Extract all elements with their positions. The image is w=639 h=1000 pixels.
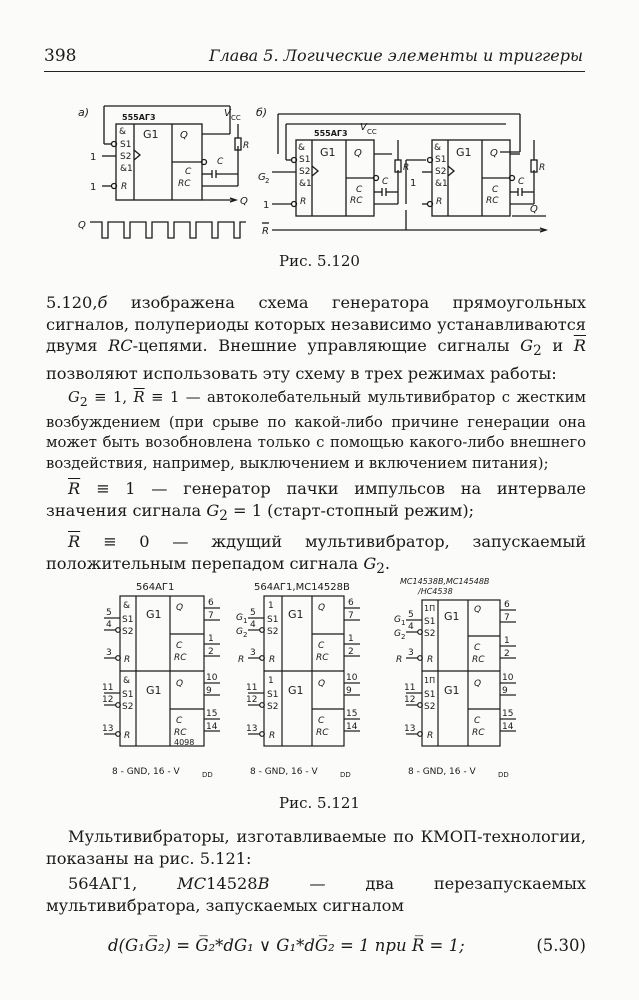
svg-text:15: 15 [206,709,218,719]
svg-text:8 - GND, 16 - V: 8 - GND, 16 - V [408,767,476,777]
svg-text:6: 6 [208,598,214,608]
chip-a: 555АГ3 [122,113,156,122]
svg-text:R: R [427,731,434,741]
svg-text:10: 10 [206,673,218,683]
svg-text:S1: S1 [424,690,436,700]
svg-text:14: 14 [346,722,358,732]
chip2-label: 564АГ1,МС14528В [254,582,350,593]
svg-text:1: 1 [348,634,354,644]
body-text-block [46,292,586,581]
svg-text:R: R [403,163,410,173]
svg-text:7: 7 [348,611,354,621]
svg-text:3: 3 [250,648,256,658]
svg-text:9: 9 [502,686,508,696]
svg-text:S1: S1 [267,615,279,625]
svg-text:5: 5 [408,610,414,620]
intro-paragraph: 5.120,б изображена схема генератора прямоугольных сигналов, полупериоды которых независимо устанавливаются двумя RC-цепями. Внешние управляющие сигналы $G_2$ и $\overline{R}$ позволяют использовать эту схему в трех режимах работы: [46,293,586,383]
svg-text:G1: G1 [143,128,159,141]
svg-text:V: V [360,122,367,133]
svg-text:&: & [119,127,127,137]
header-rule [44,71,585,72]
svg-text:RC: RC [472,655,485,665]
svg-text:R: R [269,655,276,665]
svg-text:1: 1 [243,617,248,625]
svg-text:1Π: 1Π [424,676,436,685]
formula-expression: d(G₁G̅₂) = G̅₂*dG₁ ∨ G₁*dG̅₂ = 1 при R̅ = 1; [108,936,465,955]
svg-text:C: C [176,716,183,726]
svg-text:S1: S1 [299,155,311,165]
svg-text:C: C [185,167,192,177]
svg-text:&: & [123,676,131,686]
svg-text:C: C [492,185,499,195]
svg-text:DD: DD [202,771,213,779]
svg-text:R: R [262,226,269,237]
svg-text:R: R [124,731,131,741]
svg-text:C: C [176,641,183,651]
svg-text:4: 4 [106,620,112,630]
chip1-label: 564АГ1 [136,582,175,593]
svg-text:G1: G1 [146,684,162,697]
svg-text:&1: &1 [435,179,448,189]
svg-text:R: R [436,197,443,207]
svg-text:R: R [396,655,403,665]
svg-text:Q: Q [176,679,184,689]
svg-text:4: 4 [250,620,256,630]
svg-text:14: 14 [206,722,218,732]
svg-text:S1: S1 [122,615,134,625]
chip2 [236,596,360,746]
svg-text:S2: S2 [424,629,436,639]
svg-text:S2: S2 [122,702,134,712]
svg-text:1: 1 [401,619,406,627]
svg-text:Q: Q [78,220,86,231]
svg-text:G: G [394,629,401,639]
cmos-block [46,826,586,916]
chip3 [394,600,516,746]
svg-text:R: R [121,182,128,192]
page-header [44,46,583,70]
svg-text:R: R [124,655,131,665]
svg-text:S1: S1 [424,617,436,627]
svg-text:RC: RC [472,728,485,738]
svg-text:Q: Q [318,603,326,613]
mode-1: $G_2 \equiv 1$, $\overline{R} \equiv 1$ — автоколебательный мультивибратор с жестким возбуждением (при срыве по какой-либо причине генерации она может быть возобновлена только с помощью какого-либо внешнего воздействия, например, выключением и включением питания); [46,389,586,472]
svg-text:2: 2 [243,631,248,639]
svg-text:G1: G1 [288,608,304,621]
svg-text:1: 1 [504,636,510,646]
svg-text:S2: S2 [435,167,447,177]
chip3-label-a: МС14538В,МС14548В [400,578,490,586]
svg-text:C: C [318,641,325,651]
chip-b: 555АГ3 [314,129,348,138]
svg-text:10: 10 [502,673,514,683]
svg-text:&: & [434,143,442,153]
svg-text:Q: Q [354,148,362,159]
svg-text:G1: G1 [288,684,304,697]
svg-text:1: 1 [410,178,417,189]
fig-121-caption: Рис. 5.121 [279,794,360,812]
svg-text:G1: G1 [456,146,472,159]
svg-text:RC: RC [178,179,191,189]
label-a: а) [78,106,90,119]
svg-text:1: 1 [263,200,270,211]
svg-text:15: 15 [502,709,514,719]
svg-text:R: R [243,141,250,151]
svg-text:R: R [300,197,307,207]
page-number: 398 [44,46,77,66]
svg-text:1: 1 [268,676,274,686]
svg-text:G1: G1 [320,146,336,159]
svg-text:11: 11 [102,683,114,693]
svg-text:S2: S2 [267,702,279,712]
svg-text:1: 1 [268,601,274,611]
svg-text:CC: CC [367,128,377,136]
svg-text:RC: RC [316,653,329,663]
svg-text:9: 9 [346,686,352,696]
svg-text:Q: Q [318,679,326,689]
svg-text:10: 10 [346,673,358,683]
mode-2: $\overline{R} \equiv 1$ — генератор пачки импульсов на интервале значения сигнала $G_2 = 1$ (старт-стопный режим); [46,479,586,524]
svg-text:V: V [224,108,231,119]
svg-text:6: 6 [504,600,510,610]
running-title: Глава 5. Логические элементы и триггеры [209,46,583,65]
svg-text:R: R [427,655,434,665]
svg-text:RC: RC [486,196,499,206]
svg-text:G: G [258,172,266,183]
svg-text:Q: Q [474,679,482,689]
svg-text:11: 11 [246,683,258,693]
svg-text:R: R [269,731,276,741]
svg-text:G1: G1 [444,610,460,623]
svg-text:&: & [123,601,131,611]
svg-text:CC: CC [231,114,241,122]
svg-text:6: 6 [348,598,354,608]
svg-text:1: 1 [90,152,97,163]
svg-text:S2: S2 [122,627,134,637]
svg-text:3: 3 [106,648,112,658]
formula-number: (5.30) [536,936,586,955]
cmos-paragraph: Мультивибраторы, изготавливаемые по КМОП-технологии, показаны на рис. 5.121: [46,827,586,868]
svg-text:15: 15 [346,709,358,719]
svg-text:12: 12 [102,695,114,705]
svg-text:S1: S1 [435,155,447,165]
svg-text:Q: Q [490,148,498,159]
svg-text:S1: S1 [122,690,134,700]
mode-3: $\overline{R} \equiv 0$ — ждущий мультивибратор, запускаемый положительным перепадом сигнала $G_2$. [46,532,586,578]
svg-text:G1: G1 [146,608,162,621]
svg-text:C: C [474,643,481,653]
svg-text:&1: &1 [120,164,133,174]
svg-text:C: C [518,177,525,187]
svg-text:R: R [539,163,546,173]
svg-text:RC: RC [350,196,363,206]
svg-text:7: 7 [208,611,214,621]
svg-text:1: 1 [90,182,97,193]
svg-text:5: 5 [106,608,112,618]
svg-text:RC: RC [174,653,187,663]
svg-text:4098: 4098 [174,738,195,747]
figure-5-121 [90,578,530,788]
svg-text:DD: DD [340,771,351,779]
svg-text:5: 5 [250,608,256,618]
svg-text:DD: DD [498,771,509,779]
svg-text:Q: Q [176,603,184,613]
svg-text:&: & [298,143,306,153]
svg-text:2: 2 [348,647,354,657]
svg-text:Q: Q [240,196,248,207]
svg-text:1: 1 [208,634,214,644]
svg-text:8 - GND, 16 - V: 8 - GND, 16 - V [250,767,318,777]
svg-text:Q: Q [474,605,482,615]
svg-text:8 - GND, 16 - V: 8 - GND, 16 - V [112,767,180,777]
svg-text:G: G [236,627,243,637]
svg-text:Q: Q [530,204,538,215]
svg-text:RC: RC [316,728,329,738]
svg-text:C: C [318,716,325,726]
label-b: б) [256,106,268,119]
svg-text:S2: S2 [267,627,279,637]
svg-text:G: G [236,613,243,623]
svg-text:Q: Q [180,130,188,141]
svg-text:S1: S1 [267,690,279,700]
svg-text:2: 2 [401,633,406,641]
svg-text:9: 9 [206,686,212,696]
svg-text:S1: S1 [120,140,132,150]
svg-text:2: 2 [208,647,214,657]
svg-text:13: 13 [404,724,416,734]
svg-text:R: R [238,655,245,665]
chip3-label-b: /НС4538 [418,587,453,596]
parts-paragraph: 564АГ1, MC14528B — два перезапускаемых мультивибратора, запускаемых сигналом [46,874,586,915]
svg-text:12: 12 [246,695,258,705]
svg-text:7: 7 [504,613,510,623]
svg-text:S2: S2 [120,152,132,162]
waveform [90,222,246,238]
svg-text:3: 3 [408,648,414,658]
svg-text:G1: G1 [444,684,460,697]
figure-5-120 [60,100,580,250]
svg-text:13: 13 [102,724,114,734]
svg-text:13: 13 [246,724,258,734]
svg-text:&1: &1 [299,179,312,189]
svg-text:C: C [474,716,481,726]
svg-text:11: 11 [404,683,416,693]
svg-text:S2: S2 [424,702,436,712]
fig-120-caption: Рис. 5.120 [279,252,360,270]
svg-text:C: C [382,177,389,187]
svg-text:12: 12 [404,695,416,705]
svg-text:C: C [356,185,363,195]
svg-text:4: 4 [408,622,414,632]
svg-text:1Π: 1Π [424,604,436,613]
svg-text:S2: S2 [299,167,311,177]
svg-text:C: C [217,157,224,167]
svg-text:14: 14 [502,722,514,732]
svg-text:G: G [394,615,401,625]
svg-text:2: 2 [504,649,510,659]
svg-text:2: 2 [265,177,270,185]
chip1 [102,596,220,747]
svg-text:RC: RC [174,728,187,738]
